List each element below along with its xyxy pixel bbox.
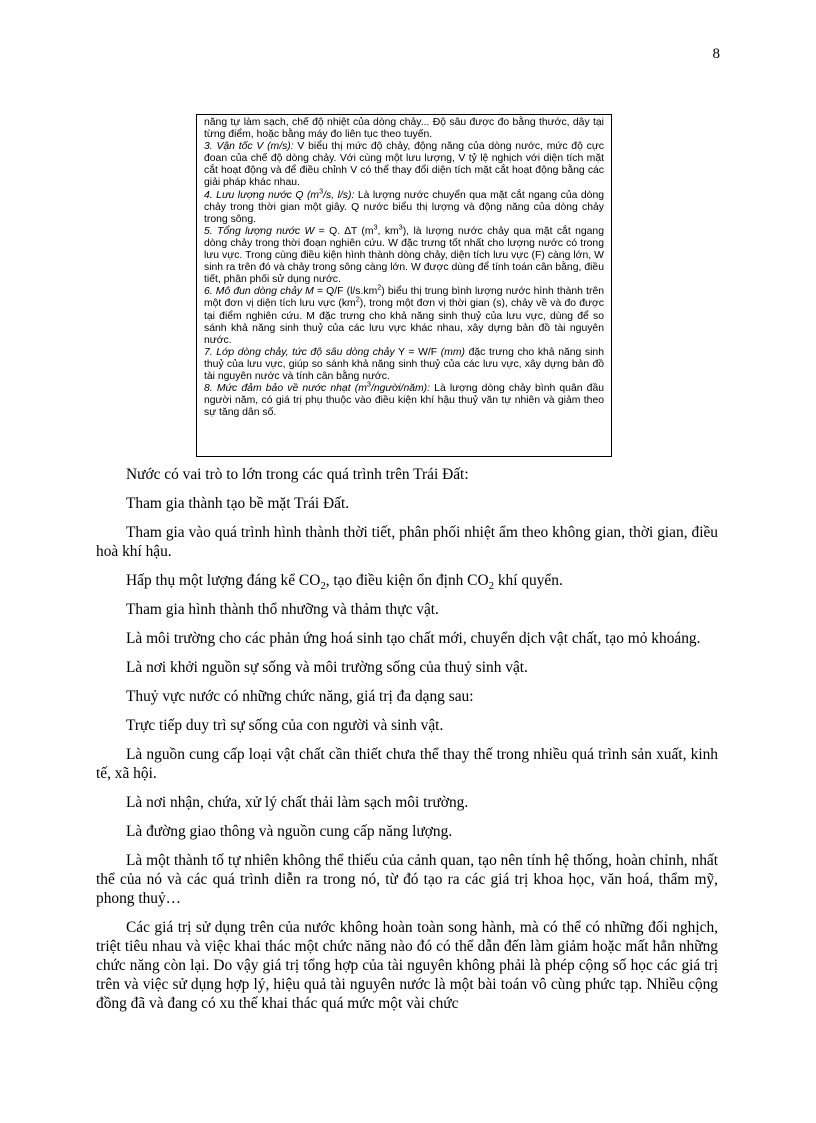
paragraph: Trực tiếp duy trì sự sống của con người và sinh vật. (126, 717, 444, 734)
superscript: 3 (398, 222, 403, 232)
box-intro: năng tự làm sạch, chế độ nhiệt của dòng chảy... Độ sâu được đo bằng thước, dây tại từng điểm, hoặc bằng máy đo liên tục theo tuyến. (204, 117, 604, 141)
text-segment: khí quyển. (493, 572, 563, 589)
item-title: 6. Mô đun dòng chảy M (204, 286, 314, 298)
item-formula: ), (402, 225, 410, 237)
item-title: 7. Lớp dòng chảy, tức độ sâu dòng chảy (204, 346, 395, 358)
paragraph-co2 (96, 571, 718, 593)
item-text: Là lượng nước chuyển qua mặt cắt ngang của dòng chảy trong thời gian một giây. Q nước biểu thị lượng và động năng của dòng chảy trong sông. (204, 189, 605, 225)
box-item-velocity (204, 141, 604, 189)
item-title: 3. Vận tốc V (m/s): (204, 141, 294, 153)
item-formula: = Q. ∆T (m (314, 225, 374, 237)
paragraph: Các giá trị sử dụng trên của nước không hoàn toàn song hành, mà có thể có những đối nghịch, triệt tiêu nhau và việc khai thác một chức năng nào đó có thể dẫn đến làm giảm hoặc mất hẳn những chức năng còn lại. Do vậy giá trị tổng hợp của tài nguyên không phải là phép cộng số học các giá trị trên và việc sử dụng hợp lý, hiệu quả tài nguyên nước là một bài toán vô cùng phức tạp. Nhiều cộng đồng đã và đang có xu thế khai thác quá mức một vài chức (96, 919, 718, 1012)
superscript: 3 (319, 186, 324, 196)
paragraph: Là nơi khởi nguồn sự sống và môi trường sống của thuỷ sinh vật. (126, 659, 528, 676)
item-formula: ) (381, 286, 385, 298)
item-unit: (m (350, 383, 367, 395)
text-segment: , tạo điều kiện ổn định CO (325, 572, 489, 589)
item-title: 4. Lưu lượng nước Q (204, 189, 304, 201)
subscript: 2 (488, 580, 494, 593)
item-unit: (mm) (440, 346, 465, 358)
superscript: 2 (377, 282, 382, 292)
subscript: 2 (320, 580, 326, 593)
item-formula: Y = W/F (394, 346, 441, 358)
item-text: ), trong một đơn vị thời gian (s), chảy về và đo được tại điểm nghiên cứu. M đặc trưng cho khả năng sinh thuỷ của lưu vực, dùng để so sánh khả năng sinh thuỷ của các lưu vực khác nhau, xây dựng bản đồ tài nguyên nước. (204, 298, 604, 346)
box-item-discharge (204, 186, 605, 226)
paragraph: Là một thành tố tự nhiên không thể thiếu của cảnh quan, tạo nên tính hệ thống, hoàn chỉnh, nhất thể của nó và các quá trình diễn ra trong nó, từ đó tạo ra các giá trị khoa học, văn hoá, thẩm mỹ, phong thuỷ… (96, 852, 718, 907)
item-unit: (m (303, 189, 320, 201)
item-title: 8. Mức đảm bảo về nước nhạt (204, 383, 351, 395)
item-formula: , km (377, 225, 399, 237)
item-text: V biểu thị mức độ chảy, động năng của dòng nước, mức độ cực đoan của chế độ dòng chảy. Với cùng một lưu lượng, V tỷ lệ nghịch với diện tích mặt cắt hoạt động và để điều chỉnh V có thể thay đổi diện tích mặt cắt hoạt động bằng các giải pháp khác nhau. (204, 141, 604, 189)
box-item-freshwater-security (204, 379, 605, 419)
box-item-runoff-depth (204, 347, 604, 383)
paragraph: Là môi trường cho các phản ứng hoá sinh tạo chất mới, chuyển dịch vật chất, tạo mỏ khoáng. (126, 630, 701, 647)
item-text: Là lượng dòng chảy bình quân đầu người năm, có giá trị phụ thuộc vào điều kiện khí hậu thuỷ văn tự nhiên và giảm theo sự tăng dân số. (204, 383, 605, 419)
superscript: 2 (355, 294, 360, 304)
item-text: đặc trưng cho khả năng sinh thuỷ của lưu vực, giúp so sánh khả năng sinh thuỷ của các lưu vực, xây dựng bản đồ tài nguyên nước và tính cân bằng nước. (204, 346, 604, 382)
paragraph: Là nơi nhận, chứa, xử lý chất thải làm sạch môi trường. (126, 794, 469, 811)
superscript: 3 (373, 222, 378, 232)
paragraph: Tham gia thành tạo bề mặt Trái Đất. (126, 495, 350, 512)
item-text: là lượng nước chảy qua mặt cắt ngang dòng chảy trong thời đoạn nghiên cứu. W đặc trưng tốt nhất cho lượng nước có trong lưu vực. Trong cùng điều kiện hình thành dòng chảy, diện tích lưu vực (F) càng lớn, W sinh ra trên đó và chảy trong sông càng lớn. W được dùng để tính toán cân bằng, điều tiết, phân phối sử dụng nước. (204, 225, 604, 286)
paragraph: Nước có vai trò to lớn trong các quá trình trên Trái Đất: (126, 466, 469, 483)
paragraph: Là nguồn cung cấp loại vật chất cần thiết chưa thể thay thế trong nhiều quá trình sản xuất, kinh tế, xã hội. (96, 746, 718, 782)
item-text: biểu thị trung bình lượng nước hình thành trên một đơn vị diện tích lưu vực (km (204, 286, 604, 310)
item-title: 5. Tổng lượng nước W (204, 225, 315, 237)
superscript: 3 (366, 379, 371, 389)
paragraph: Tham gia vào quá trình hình thành thời tiết, phân phối nhiệt ẩm theo không gian, thời gian, điều hoà khí hậu. (96, 524, 718, 560)
paragraph: Thuỷ vực nước có những chức năng, giá trị đa dạng sau: (126, 688, 474, 705)
page-number: 8 (712, 46, 720, 62)
definitions-box (196, 114, 612, 457)
text-segment: Hấp thụ một lượng đáng kể CO (126, 572, 321, 589)
box-item-total-volume (204, 222, 604, 286)
item-unit: /s, l/s): (323, 189, 355, 201)
body-text (96, 465, 718, 1023)
box-item-runoff-modulus (204, 282, 604, 346)
item-formula: = Q/F (l/s.km (313, 286, 378, 298)
paragraph: Tham gia hình thành thổ nhưỡng và thảm thực vật. (126, 601, 439, 618)
item-unit: /người/năm): (370, 383, 431, 395)
paragraph: Là đường giao thông và nguồn cung cấp năng lượng. (126, 823, 453, 840)
